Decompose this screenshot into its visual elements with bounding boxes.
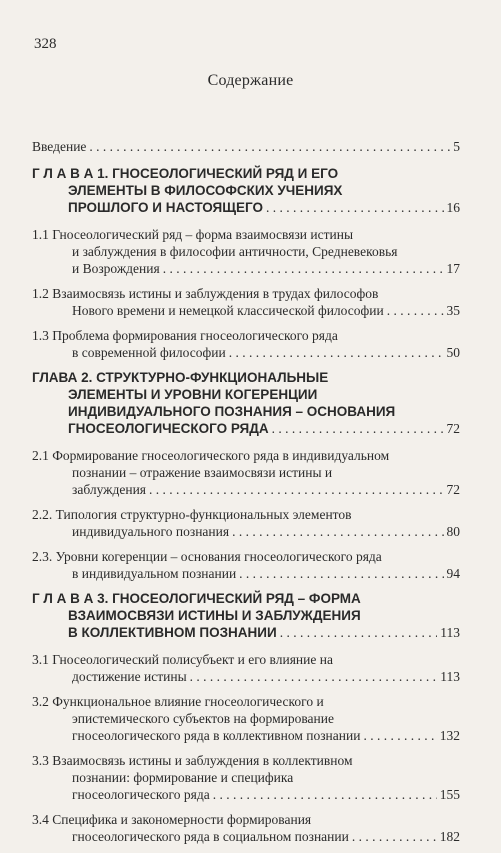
- toc-entry-line: достижение истины: [72, 669, 187, 684]
- toc-entry-line: ГНОСЕОЛОГИЧЕСКОГО РЯДА: [68, 421, 269, 436]
- toc-page-number: 72: [446, 421, 460, 436]
- toc-entry-section: [32, 226, 460, 277]
- toc-entry-line: гносеологического ряда в социальном познании: [72, 829, 349, 844]
- page-title: Содержание: [207, 72, 294, 89]
- toc-entry-last-line: [32, 828, 460, 845]
- toc-entry-section: [32, 752, 460, 803]
- toc-entry-line: ПРОШЛОГО И НАСТОЯЩЕГО: [68, 200, 263, 215]
- toc-entry-line: Г Л А В А 3. ГНОСЕОЛОГИЧЕСКИЙ РЯД – ФОРМА: [32, 591, 361, 606]
- dot-leader: [229, 344, 444, 361]
- toc-page-number: 80: [446, 524, 460, 539]
- toc-entry-line: ЭЛЕМЕНТЫ В ФИЛОСОФСКИХ УЧЕНИЯХ: [68, 183, 343, 198]
- toc-entry-section: [32, 285, 460, 319]
- dot-leader: [89, 138, 450, 155]
- toc-entry-last-line: [32, 523, 460, 540]
- toc-entry-line: индивидуального познания: [72, 524, 230, 539]
- dot-leader: [280, 624, 438, 641]
- table-of-contents: [32, 138, 460, 853]
- toc-page-number: 16: [446, 200, 460, 215]
- toc-page-number: 113: [440, 625, 460, 640]
- toc-entry-line: познании: формирование и специфика: [72, 770, 294, 785]
- toc-entry-section: [32, 548, 460, 582]
- toc-entry-last-line: [32, 302, 460, 319]
- toc-entry-last-line: [32, 624, 460, 641]
- toc-page-number: 182: [439, 829, 460, 844]
- toc-entry-line: 3.3 Взаимосвязь истины и заблуждения в коллективном: [32, 753, 353, 768]
- toc-page-number: 155: [439, 787, 460, 802]
- toc-entry-line: и заблуждения в философии античности, Средневековья: [72, 244, 398, 259]
- toc-page-number: 50: [446, 345, 460, 360]
- dot-leader: [266, 199, 444, 216]
- toc-entry-line: 1.2 Взаимосвязь истины и заблуждения в трудах философов: [32, 286, 379, 301]
- toc-entry-section: [32, 327, 460, 361]
- dot-leader: [239, 565, 443, 582]
- toc-entry-section: [32, 811, 460, 845]
- toc-entry-last-line: [32, 668, 460, 685]
- toc-entry-line: эпистемического субъектов на формирование: [72, 711, 334, 726]
- toc-entry-line: В КОЛЛЕКТИВНОМ ПОЗНАНИИ: [68, 625, 277, 640]
- toc-entry-chapter: [32, 590, 460, 641]
- dot-leader: [213, 786, 437, 803]
- dot-leader: [232, 523, 443, 540]
- toc-entry-line: 2.2. Типология структурно-функциональных элементов: [32, 507, 352, 522]
- dot-leader: [163, 260, 444, 277]
- toc-entry-line: Нового времени и немецкой классической философии: [72, 303, 384, 318]
- toc-entry-line: гносеологического ряда в коллективном познании: [72, 728, 361, 743]
- toc-entry-line: в индивидуальном познании: [72, 566, 237, 581]
- toc-entry-section: [32, 447, 460, 498]
- toc-entry-last-line: [32, 199, 460, 216]
- toc-page-number: 17: [446, 261, 460, 276]
- toc-entry-line: 2.1 Формирование гносеологического ряда в индивидуальном: [32, 448, 390, 463]
- toc-page-number: 132: [439, 728, 460, 743]
- toc-page-number: 72: [446, 482, 460, 497]
- toc-entry-intro: [32, 138, 460, 155]
- toc-entry-line: 3.1 Гносеологический полисубъект и его влияние на: [32, 652, 333, 667]
- toc-entry-chapter: [32, 369, 460, 437]
- toc-entry-line: 1.3 Проблема формирования гносеологического ряда: [32, 328, 338, 343]
- page-number: 328: [34, 36, 57, 52]
- toc-page-number: 94: [446, 566, 460, 581]
- dot-leader: [190, 668, 438, 685]
- toc-entry-last-line: [32, 481, 460, 498]
- toc-entry-line: Г Л А В А 1. ГНОСЕОЛОГИЧЕСКИЙ РЯД И ЕГО: [32, 166, 339, 181]
- dot-leader: [149, 481, 443, 498]
- toc-entry-section: [32, 651, 460, 685]
- toc-entry-line: 3.4 Специфика и закономерности формирования: [32, 812, 312, 827]
- toc-entry-last-line: [32, 727, 460, 744]
- toc-entry-chapter: [32, 165, 460, 216]
- toc-entry-line: ВЗАИМОСВЯЗИ ИСТИНЫ И ЗАБЛУЖДЕНИЯ: [68, 608, 361, 623]
- toc-entry-line: Введение: [32, 139, 87, 154]
- toc-entry-line: 2.3. Уровни когеренции – основания гносеологического ряда: [32, 549, 382, 564]
- dot-leader: [272, 420, 444, 437]
- toc-entry-section: [32, 693, 460, 744]
- dot-leader: [352, 828, 437, 845]
- toc-entry-line: ЭЛЕМЕНТЫ И УРОВНИ КОГЕРЕНЦИИ: [68, 387, 318, 402]
- toc-entry-last-line: [32, 565, 460, 582]
- toc-entry-last-line: [32, 786, 460, 803]
- toc-page-number: 113: [440, 669, 460, 684]
- toc-entry-last-line: [32, 344, 460, 361]
- toc-entry-section: [32, 506, 460, 540]
- toc-entry-last-line: [32, 420, 460, 437]
- toc-entry-line: 1.1 Гносеологический ряд – форма взаимосвязи истины: [32, 227, 354, 242]
- toc-page-number: 35: [446, 303, 460, 318]
- dot-leader: [363, 727, 436, 744]
- toc-entry-line: и Возрождения: [72, 261, 160, 276]
- toc-entry-last-line: [32, 260, 460, 277]
- toc-entry-line: познании – отражение взаимосвязи истины и: [72, 465, 333, 480]
- toc-entry-line: ГЛАВА 2. СТРУКТУРНО-ФУНКЦИОНАЛЬНЫЕ: [32, 370, 329, 385]
- dot-leader: [387, 302, 444, 319]
- toc-entry-line: гносеологического ряда: [72, 787, 210, 802]
- toc-entry-line: заблуждения: [72, 482, 147, 497]
- toc-entry-line: ИНДИВИДУАЛЬНОГО ПОЗНАНИЯ – ОСНОВАНИЯ: [68, 404, 396, 419]
- toc-page-number: 5: [453, 139, 460, 154]
- toc-entry-line: 3.2 Функциональное влияние гносеологического и: [32, 694, 324, 709]
- toc-entry-line: в современной философии: [72, 345, 226, 360]
- toc-entry-last-line: [32, 138, 460, 155]
